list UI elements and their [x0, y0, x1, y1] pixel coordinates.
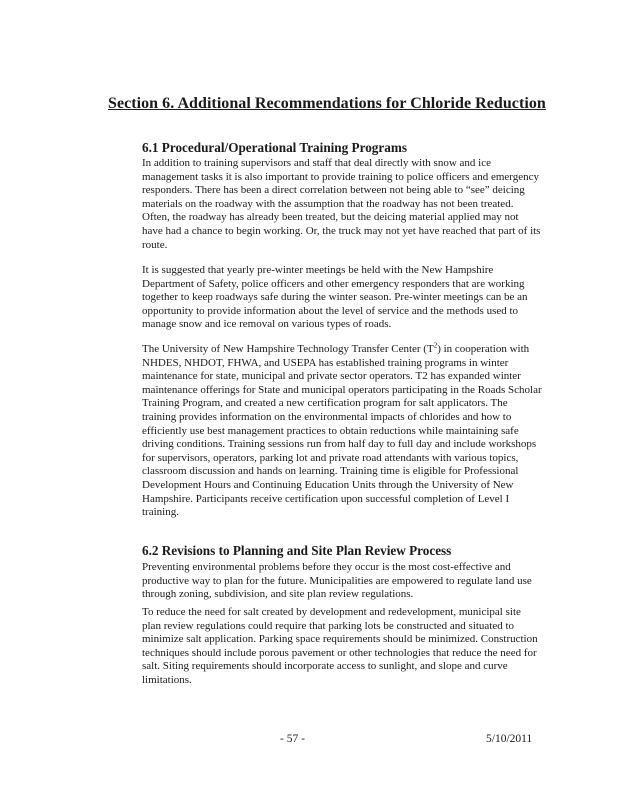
- paragraph-prevention: Preventing environmental problems before they occur is the most cost-effective and productive way to plan for the future. Municipalities are empowered to regulate land use through zoning, subdivision, and site plan review regulations.: [142, 561, 532, 601]
- paragraph-training-intro: In addition to training supervisors and staff that deal directly with snow and ice management tasks it is also important to provide training to police officers and emergency responders. There has been a direct correlation between not being able to “see” deicing materials on the roadway with the assumption that the roadway has not been treated. Often, the roadway has already been treated, but the deicing material applied may not have had a chance to begin working. Or, the truck may not yet have reached that part of its route.: [142, 157, 541, 251]
- footer-date: 5/10/2011: [486, 733, 533, 745]
- paragraph-site-plan: To reduce the need for salt created by development and redevelopment, municipal site plan review regulations could require that parking lots be constructed and situated to minimize salt application. Parking space requirements should be minimized. Construction techniques should include porous pavement or other technologies that reduce the need for salt. Siting requirements should incorporate access to sunlight, and slope and curve limitations.: [142, 606, 538, 686]
- superscript-two: 2: [433, 341, 438, 350]
- subsection-heading-planning: 6.2 Revisions to Planning and Site Plan Review Process: [142, 543, 452, 558]
- paragraph-t2-text-end: ) in cooperation with NHDES, NHDOT, FHWA, and USEPA has established training programs in winter maintenance for state, municipal and private sector operators. T2 has expanded winter maintenance offerings for State and municipal operators participating in the Roads Scholar Training Program, and created a new certification program for salt applicators. The training provides information on the environmental impacts of chlorides and how to efficiently use best management practices to obtain reductions while maintaining safe driving conditions. Training sessions run from half day to full day and include workshops for supervisors, operators, parking lot and private road attendants with various topics, classroom discussion and hands on learning. Training time is eligible for Professional Development Hours and Continuing Education Units through the University of New Hampshire. Participants receive certification upon successful completion of Level I training.: [142, 343, 542, 519]
- paragraph-t2-center: [142, 343, 542, 520]
- paragraph-t2-text-start: The University of New Hampshire Technology Transfer Center (T: [142, 343, 434, 355]
- section-title: Section 6. Additional Recommendations for Chloride Reduction: [108, 95, 546, 112]
- page-number: - 57 -: [280, 733, 305, 745]
- subsection-heading-training: 6.1 Procedural/Operational Training Programs: [142, 140, 407, 155]
- paragraph-pre-winter-meetings: It is suggested that yearly pre-winter meetings be held with the New Hampshire Department of Safety, police officers and other emergency responders that are working together to keep roadways safe during the winter season. Pre-winter meetings can be an opportunity to provide information about the level of service and the methods used to manage snow and ice removal on various types of roads.: [142, 264, 528, 331]
